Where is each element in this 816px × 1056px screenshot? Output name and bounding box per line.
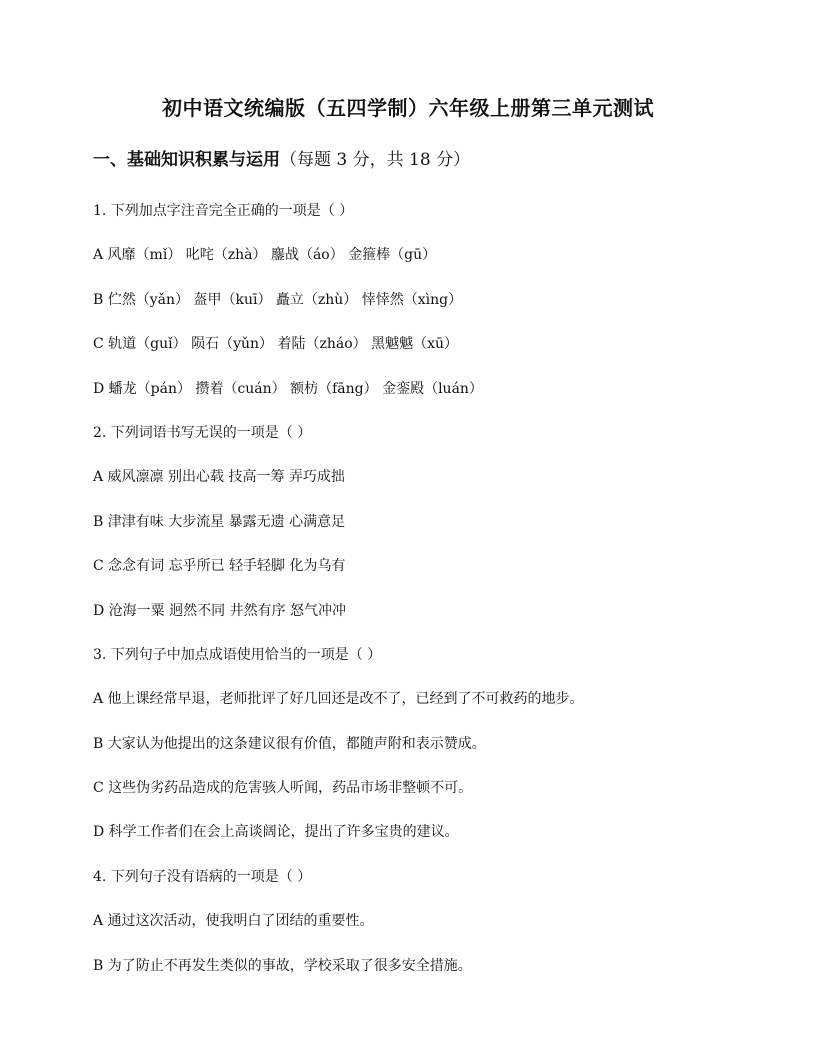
option-line: D 科学工作者们在会上高谈阔论，提出了许多宝贵的建议。 bbox=[93, 824, 459, 841]
option-line: B 伫然（yǎn） 盔甲（kuī） 矗立（zhù） 悻悻然（xìng） bbox=[93, 291, 463, 308]
option-line: A 通过这次活动，使我明白了团结的重要性。 bbox=[93, 913, 374, 930]
option-line: D 沧海一粟 迥然不同 井然有序 怒气冲冲 bbox=[93, 602, 347, 619]
question-line: 1. 下列加点字注音完全正确的一项是（ ） bbox=[93, 203, 354, 219]
option-line: A 风靡（mǐ） 叱咤（zhà） 鏖战（áo） 金箍棒（gū） bbox=[93, 247, 437, 264]
option-line: C 念念有词 忘乎所已 轻手轻脚 化为乌有 bbox=[93, 558, 346, 575]
question-line: 3. 下列句子中加点成语使用恰当的一项是（ ） bbox=[93, 646, 382, 663]
question-list bbox=[93, 199, 733, 998]
option-line: C 这些伪劣药品造成的危害骇人听闻，药品市场非整顿不可。 bbox=[93, 780, 473, 797]
section-heading-text: 一、基础知识积累与运用 bbox=[93, 150, 280, 170]
section-heading bbox=[93, 147, 470, 173]
document-title: 初中语文统编版（五四学制）六年级上册第三单元测试 bbox=[162, 96, 654, 120]
option-line: A 威风凛凛 别出心载 技高一筹 弄巧成拙 bbox=[93, 469, 345, 486]
option-line: D 蟠龙（pán） 攒着（cuán） 额枋（fāng） 金銮殿（luán） bbox=[93, 380, 483, 397]
option-line: B 为了防止不再发生类似的事故，学校采取了很多安全措施。 bbox=[93, 957, 472, 974]
question-line: 4. 下列句子没有语病的一项是（ ） bbox=[93, 868, 312, 885]
option-line: A 他上课经常早退，老师批评了好几回还是改不了，已经到了不可救药的地步。 bbox=[93, 691, 584, 708]
question-line: 2. 下列词语书写无误的一项是（ ） bbox=[93, 424, 312, 441]
option-line: C 轨道（guǐ） 陨石（yǔn） 着陆（zháo） 黑魆魆（xū） bbox=[93, 336, 458, 353]
option-line: B 津津有味 大步流星 暴露无遗 心满意足 bbox=[93, 513, 346, 530]
section-score-note: （每题 3 分，共 18 分） bbox=[280, 150, 471, 170]
option-line: B 大家认为他提出的这条建议很有价值，都随声附和表示赞成。 bbox=[93, 735, 486, 752]
